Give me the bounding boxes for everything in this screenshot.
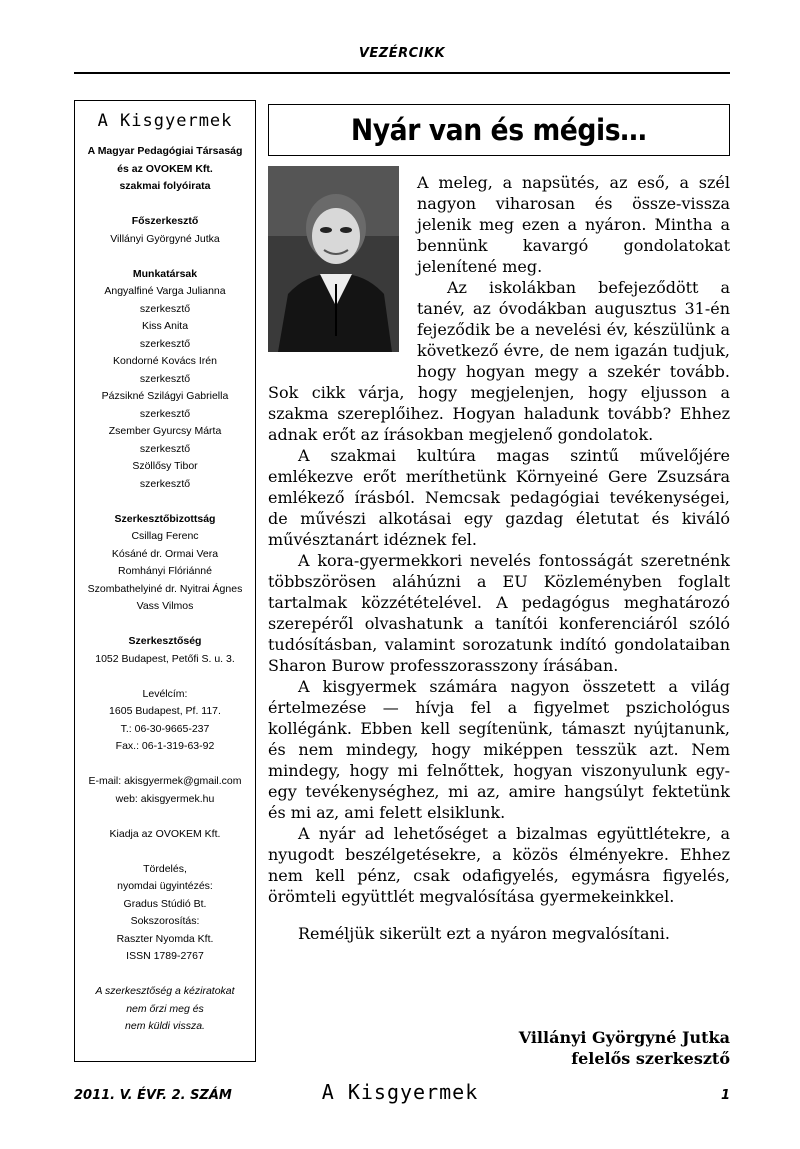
board-member: Vass Vilmos xyxy=(136,600,194,612)
production-line: Raszter Nyomda Kft. xyxy=(116,932,214,945)
phone-line: T.: 06-30-9665-237 xyxy=(120,722,210,735)
production-line: nyomdai ügyintézés: xyxy=(117,880,213,892)
issuer-line: Kiadja az OVOKEM Kft. xyxy=(109,827,221,840)
production-line: Tördelés, xyxy=(143,862,187,875)
staff-line: Szöllősy Tibor xyxy=(132,460,198,472)
footer-issue: 2011. V. ÉVF. 2. SZÁM xyxy=(74,1088,232,1103)
mail-line: Levélcím: xyxy=(142,687,188,700)
board-member: Szombathelyiné dr. Nyitrai Ágnes xyxy=(87,582,243,595)
staff-heading: Munkatársak xyxy=(132,267,198,280)
staff-line: Pázsikné Szilágyi Gabriella xyxy=(101,390,229,402)
footer-page-number: 1 xyxy=(720,1088,730,1103)
staff-line: Kondorné Kovács Irén xyxy=(113,355,217,367)
office-address: 1052 Budapest, Petőfi S. u. 3. xyxy=(95,652,235,665)
masthead-sidebar xyxy=(74,100,256,1062)
office-heading: Szerkesztőség xyxy=(128,635,202,647)
signature-role: felelős szerkesztő xyxy=(571,1049,730,1068)
staff-line: Angyalfiné Varga Julianna xyxy=(104,285,226,297)
issn-line: ISSN 1789-2767 xyxy=(126,950,204,962)
board-member: Kósáné dr. Ormai Vera xyxy=(111,547,219,560)
production-line: Sokszorosítás: xyxy=(130,915,200,927)
staff-line: szerkesztő xyxy=(139,337,191,350)
production-line: Gradus Stúdió Bt. xyxy=(123,897,207,910)
staff-line: szerkesztő xyxy=(139,442,191,455)
publisher-line: szakmai folyóirata xyxy=(119,180,211,192)
staff-line: szerkesztő xyxy=(139,407,191,420)
masthead-magazine-title: A Kisgyermek xyxy=(97,111,233,131)
footer-magazine-title: A Kisgyermek xyxy=(321,1080,479,1104)
publisher-line: A Magyar Pedagógiai Társaság xyxy=(87,145,243,157)
article-closing: Reméljük sikerült ezt a nyáron megvalósítani. xyxy=(298,924,671,943)
editor-in-chief-name: Villányi Györgyné Jutka xyxy=(110,232,220,245)
article-paragraph: Az iskolákban befejeződött a tanév, az óvodákban augusztus 31-én fejeződik be a nevelési év, készülünk a következő évre, de nem igazán tudjuk, hogy hogyan megy a szekér tovább. Sok cikk várja, hogy megjelenjen, hogy eljusson a szakma szereplőihez. Hogyan haladunk tovább? Ehhez adnak erőt az írásokban megjelenő gondolatok. xyxy=(268,278,730,444)
article-paragraph: A meleg, a napsütés, az eső, a szél nagyon viharosan és össze-vissza jelenik meg ezen a nyáron. Mintha a bennünk kavargó gondolatokat jelenítené meg. xyxy=(417,173,730,276)
article-signature xyxy=(400,1027,730,1069)
article-paragraph: A kisgyermek számára nagyon összetett a világ értelmezése — hívja fel a figyelmet pszichológus kollégánk. Ebben kell segítenünk, támaszt nyújtanunk, és nem mindegy, hogy miképpen tesszük azt. Nem mindegy, hogy mi felnőttek, hogyan viszonyulunk egy-egy tevékenységhez, mi az, amire hangsúlyt fektetünk és mi az, ami felett elsiklunk. xyxy=(268,677,730,822)
disclaimer-line: nem őrzi meg és xyxy=(126,1002,204,1015)
article-body xyxy=(268,172,730,944)
article-title-box xyxy=(268,104,730,156)
staff-line: szerkesztő xyxy=(139,477,191,490)
section-header: VEZÉRCIKK xyxy=(358,46,446,61)
editor-in-chief-heading: Főszerkesztő xyxy=(131,215,199,227)
board-member: Romhányi Flóriánné xyxy=(118,565,212,577)
staff-line: Zsember Gyurcsy Márta xyxy=(108,425,222,437)
disclaimer-line: A szerkesztőség a kéziratokat xyxy=(95,985,235,997)
article-paragraph: A kora-gyermekkori nevelés fontosságát szeretnénk többszörösen aláhúzni a EU Közleményben foglalt tartalmak közzétételével. A pedagógus meghatározó szerepéről olvashatunk a tanítói konferenciáról szóló tudósításban, valamint sorozatunk indító gondolataiban Sharon Burow professzorasszony írásában. xyxy=(268,551,730,675)
header-rule xyxy=(74,72,730,74)
board-member: Csillag Ferenc xyxy=(131,530,199,542)
article-paragraph: A nyár ad lehetőséget a bizalmas együttlétekre, a nyugodt beszélgetésekre, a közös élményekre. Ehhez nem kell pénz, csak odafigyelés, egymásra figyelés, örömteli együttlét megvalósítása gyermekeinkkel. xyxy=(268,824,730,906)
disclaimer-line: nem küldi vissza. xyxy=(125,1020,205,1032)
board-heading: Szerkesztőbizottság xyxy=(114,512,216,525)
article-paragraph: A szakmai kultúra magas szintű művelőjére emlékezve erőt meríthetünk Környeiné Gere Zsuzsára emlékező írásból. Nemcsak pedagógiai tevékenységei, de művészi alkotásai egy gazdag életutat és kiváló művésztanárt idéznek fel. xyxy=(268,446,730,549)
staff-line: szerkesztő xyxy=(139,372,191,385)
article-title: Nyár van és mégis… xyxy=(351,113,647,147)
staff-line: szerkesztő xyxy=(139,302,191,315)
mail-line: 1605 Budapest, Pf. 117. xyxy=(109,705,221,717)
staff-line: Kiss Anita xyxy=(141,320,189,332)
email-line: E-mail: akisgyermek@gmail.com xyxy=(88,775,242,787)
publisher-line: és az OVOKEM Kft. xyxy=(117,162,213,175)
web-line: web: akisgyermek.hu xyxy=(115,792,215,805)
fax-line: Fax.: 06-1-319-63-92 xyxy=(115,740,215,752)
signature-name: Villányi Györgyné Jutka xyxy=(518,1028,730,1047)
